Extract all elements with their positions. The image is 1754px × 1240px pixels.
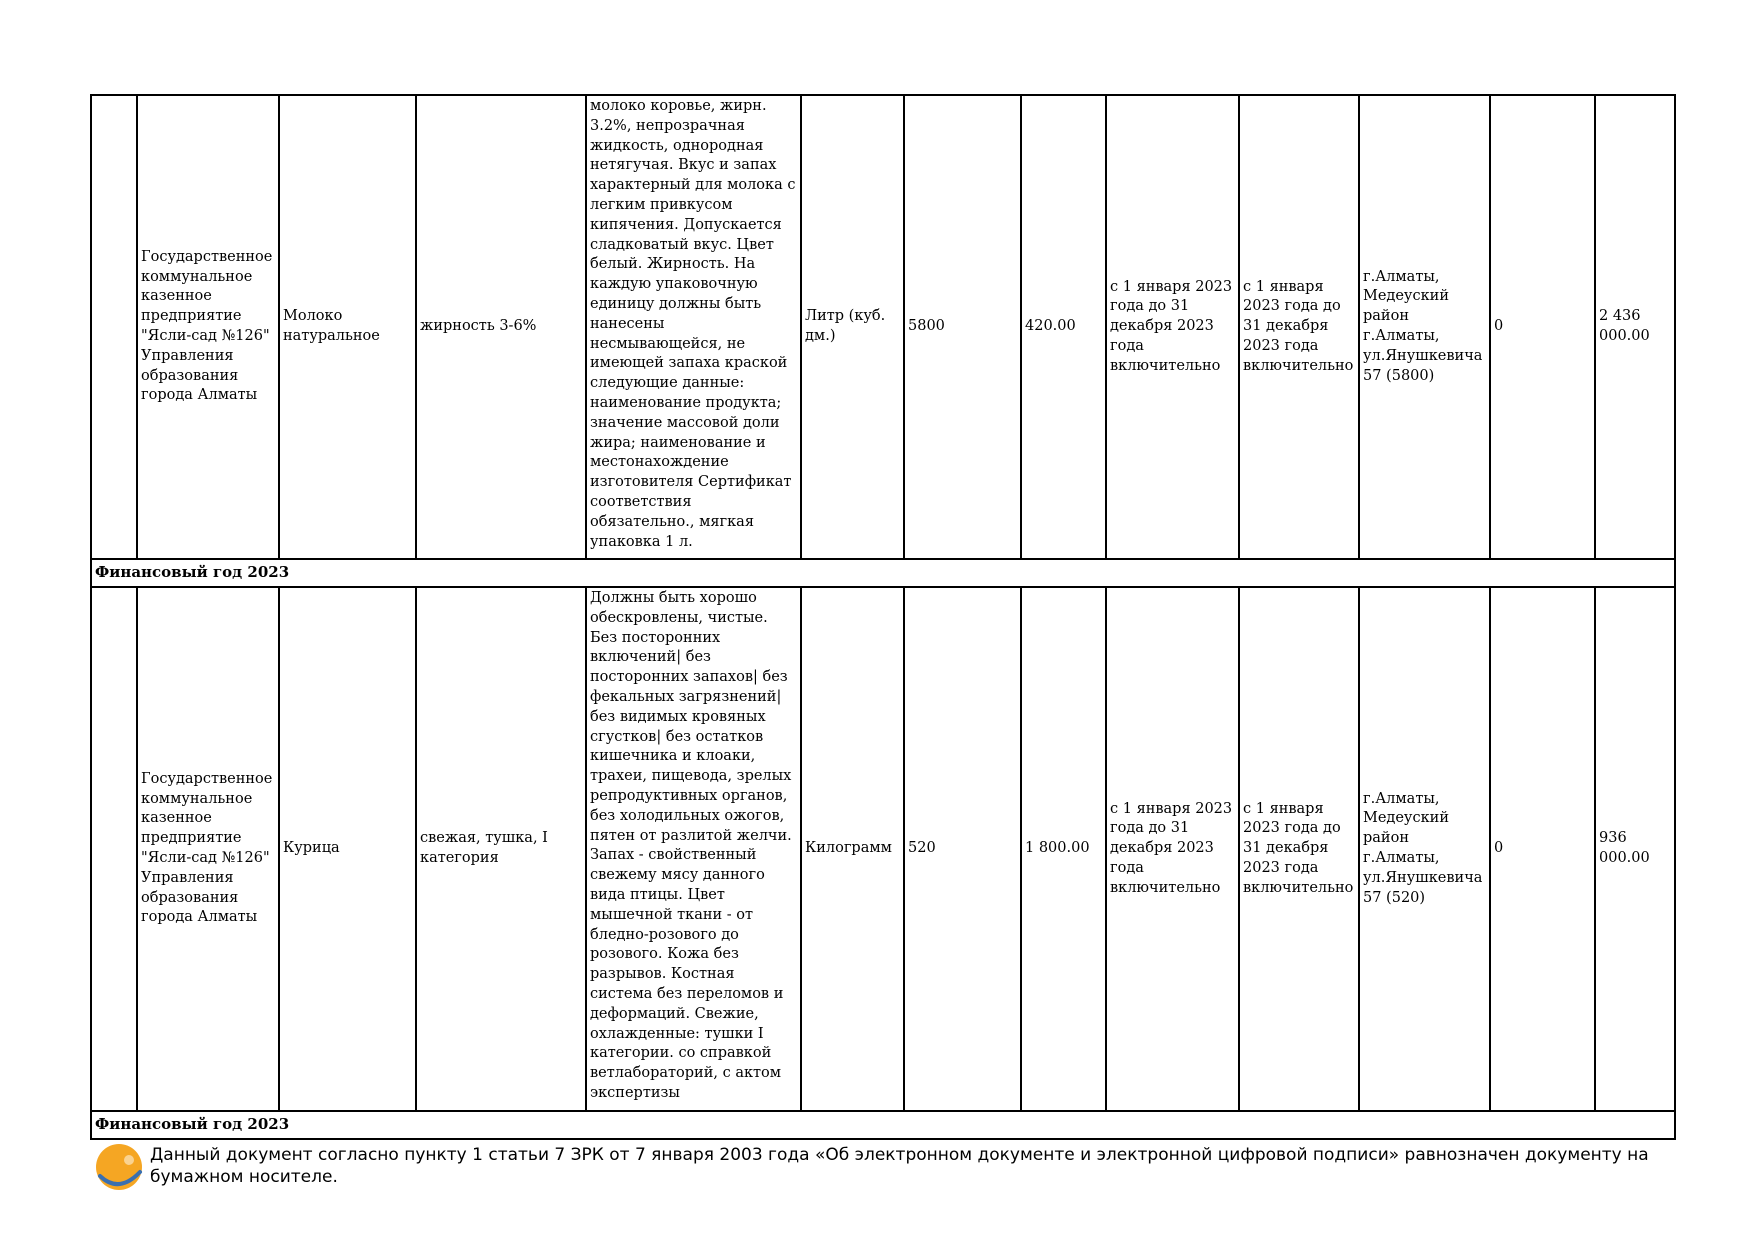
- unit-cell: Литр (куб. дм.): [801, 95, 904, 559]
- quantity-cell: 5800: [904, 95, 1021, 559]
- period-start-cell: с 1 января 2023 года до 31 декабря 2023 года включительно: [1106, 587, 1239, 1111]
- row-number-cell: [91, 587, 137, 1111]
- period-delivery-cell: с 1 января 2023 года до 31 декабря 2023 года включительно: [1239, 587, 1359, 1111]
- financial-year-label: Финансовый год 2023: [91, 1111, 1675, 1139]
- price-cell: 420.00: [1021, 95, 1106, 559]
- unit-cell: Килограмм: [801, 587, 904, 1111]
- e-signature-logo-icon: [94, 1142, 144, 1192]
- footer: [94, 1142, 1674, 1198]
- description-cell: молоко коровье, жирн. 3.2%, непрозрачная жидкость, однородная нетягучая. Вкус и запах характерный для молока с легким привкусом кипячения. Допускается сладковатый вкус. Цвет белый. Жирность. На каждую упаковочную единицу должны быть нанесены несмывающейся, не имеющей запаха краской следующие данные: наименование продукта; значение массовой доли жира; наименование и местонахождение изготовителя Сертификат соответствия обязательно., мягкая упаковка 1 л.: [586, 95, 801, 559]
- table-row: [91, 95, 1675, 559]
- delivery-place-cell: г.Алматы, Медеуский район г.Алматы, ул.Янушкевича 57 (520): [1359, 587, 1490, 1111]
- customer-cell: Государственное коммунальное казенное предприятие "Ясли-сад №126" Управления образования города Алматы: [137, 95, 279, 559]
- procurement-plan-sheet: [90, 94, 1674, 1140]
- customer-cell: Государственное коммунальное казенное предприятие "Ясли-сад №126" Управления образования города Алматы: [137, 587, 279, 1111]
- period-delivery-cell: с 1 января 2023 года до 31 декабря 2023 года включительно: [1239, 95, 1359, 559]
- item-name-cell: Молоко натуральное: [279, 95, 416, 559]
- price-cell: 1 800.00: [1021, 587, 1106, 1111]
- characteristic-cell: свежая, тушка, I категория: [416, 587, 586, 1111]
- advance-cell: 0: [1490, 587, 1595, 1111]
- sum-cell: 2 436 000.00: [1595, 95, 1675, 559]
- delivery-place-cell: г.Алматы, Медеуский район г.Алматы, ул.Янушкевича 57 (5800): [1359, 95, 1490, 559]
- financial-year-row: [91, 1111, 1675, 1139]
- item-name-cell: Курица: [279, 587, 416, 1111]
- quantity-cell: 520: [904, 587, 1021, 1111]
- advance-cell: 0: [1490, 95, 1595, 559]
- financial-year-row: [91, 559, 1675, 587]
- characteristic-cell: жирность 3-6%: [416, 95, 586, 559]
- row-number-cell: [91, 95, 137, 559]
- period-start-cell: с 1 января 2023 года до 31 декабря 2023 года включительно: [1106, 95, 1239, 559]
- procurement-plan-table: [90, 94, 1676, 1140]
- table-row: [91, 587, 1675, 1111]
- financial-year-label: Финансовый год 2023: [91, 559, 1675, 587]
- description-cell: Должны быть хорошо обескровлены, чистые. Без посторонних включений| без посторонних запахов| без фекальных загрязнений| без видимых кровяных сгустков| без остатков кишечника и клоаки, трахеи, пищевода, зрелых репродуктивных органов, без холодильных ожогов, пятен от разлитой желчи. Запах - свойственный свежему мясу данного вида птицы. Цвет мышечной ткани - от бледно-розового до розового. Кожа без разрывов. Костная система без переломов и деформаций. Свежие, охлажденные: тушки I категории. со справкой ветлабораторий, с актом экспертизы: [586, 587, 801, 1111]
- legal-notice: Данный документ согласно пункту 1 статьи 7 ЗРК от 7 января 2003 года «Об электронном документе и электронной цифровой подписи» равнозначен документу на бумажном носителе.: [150, 1145, 1649, 1187]
- sum-cell: 936 000.00: [1595, 587, 1675, 1111]
